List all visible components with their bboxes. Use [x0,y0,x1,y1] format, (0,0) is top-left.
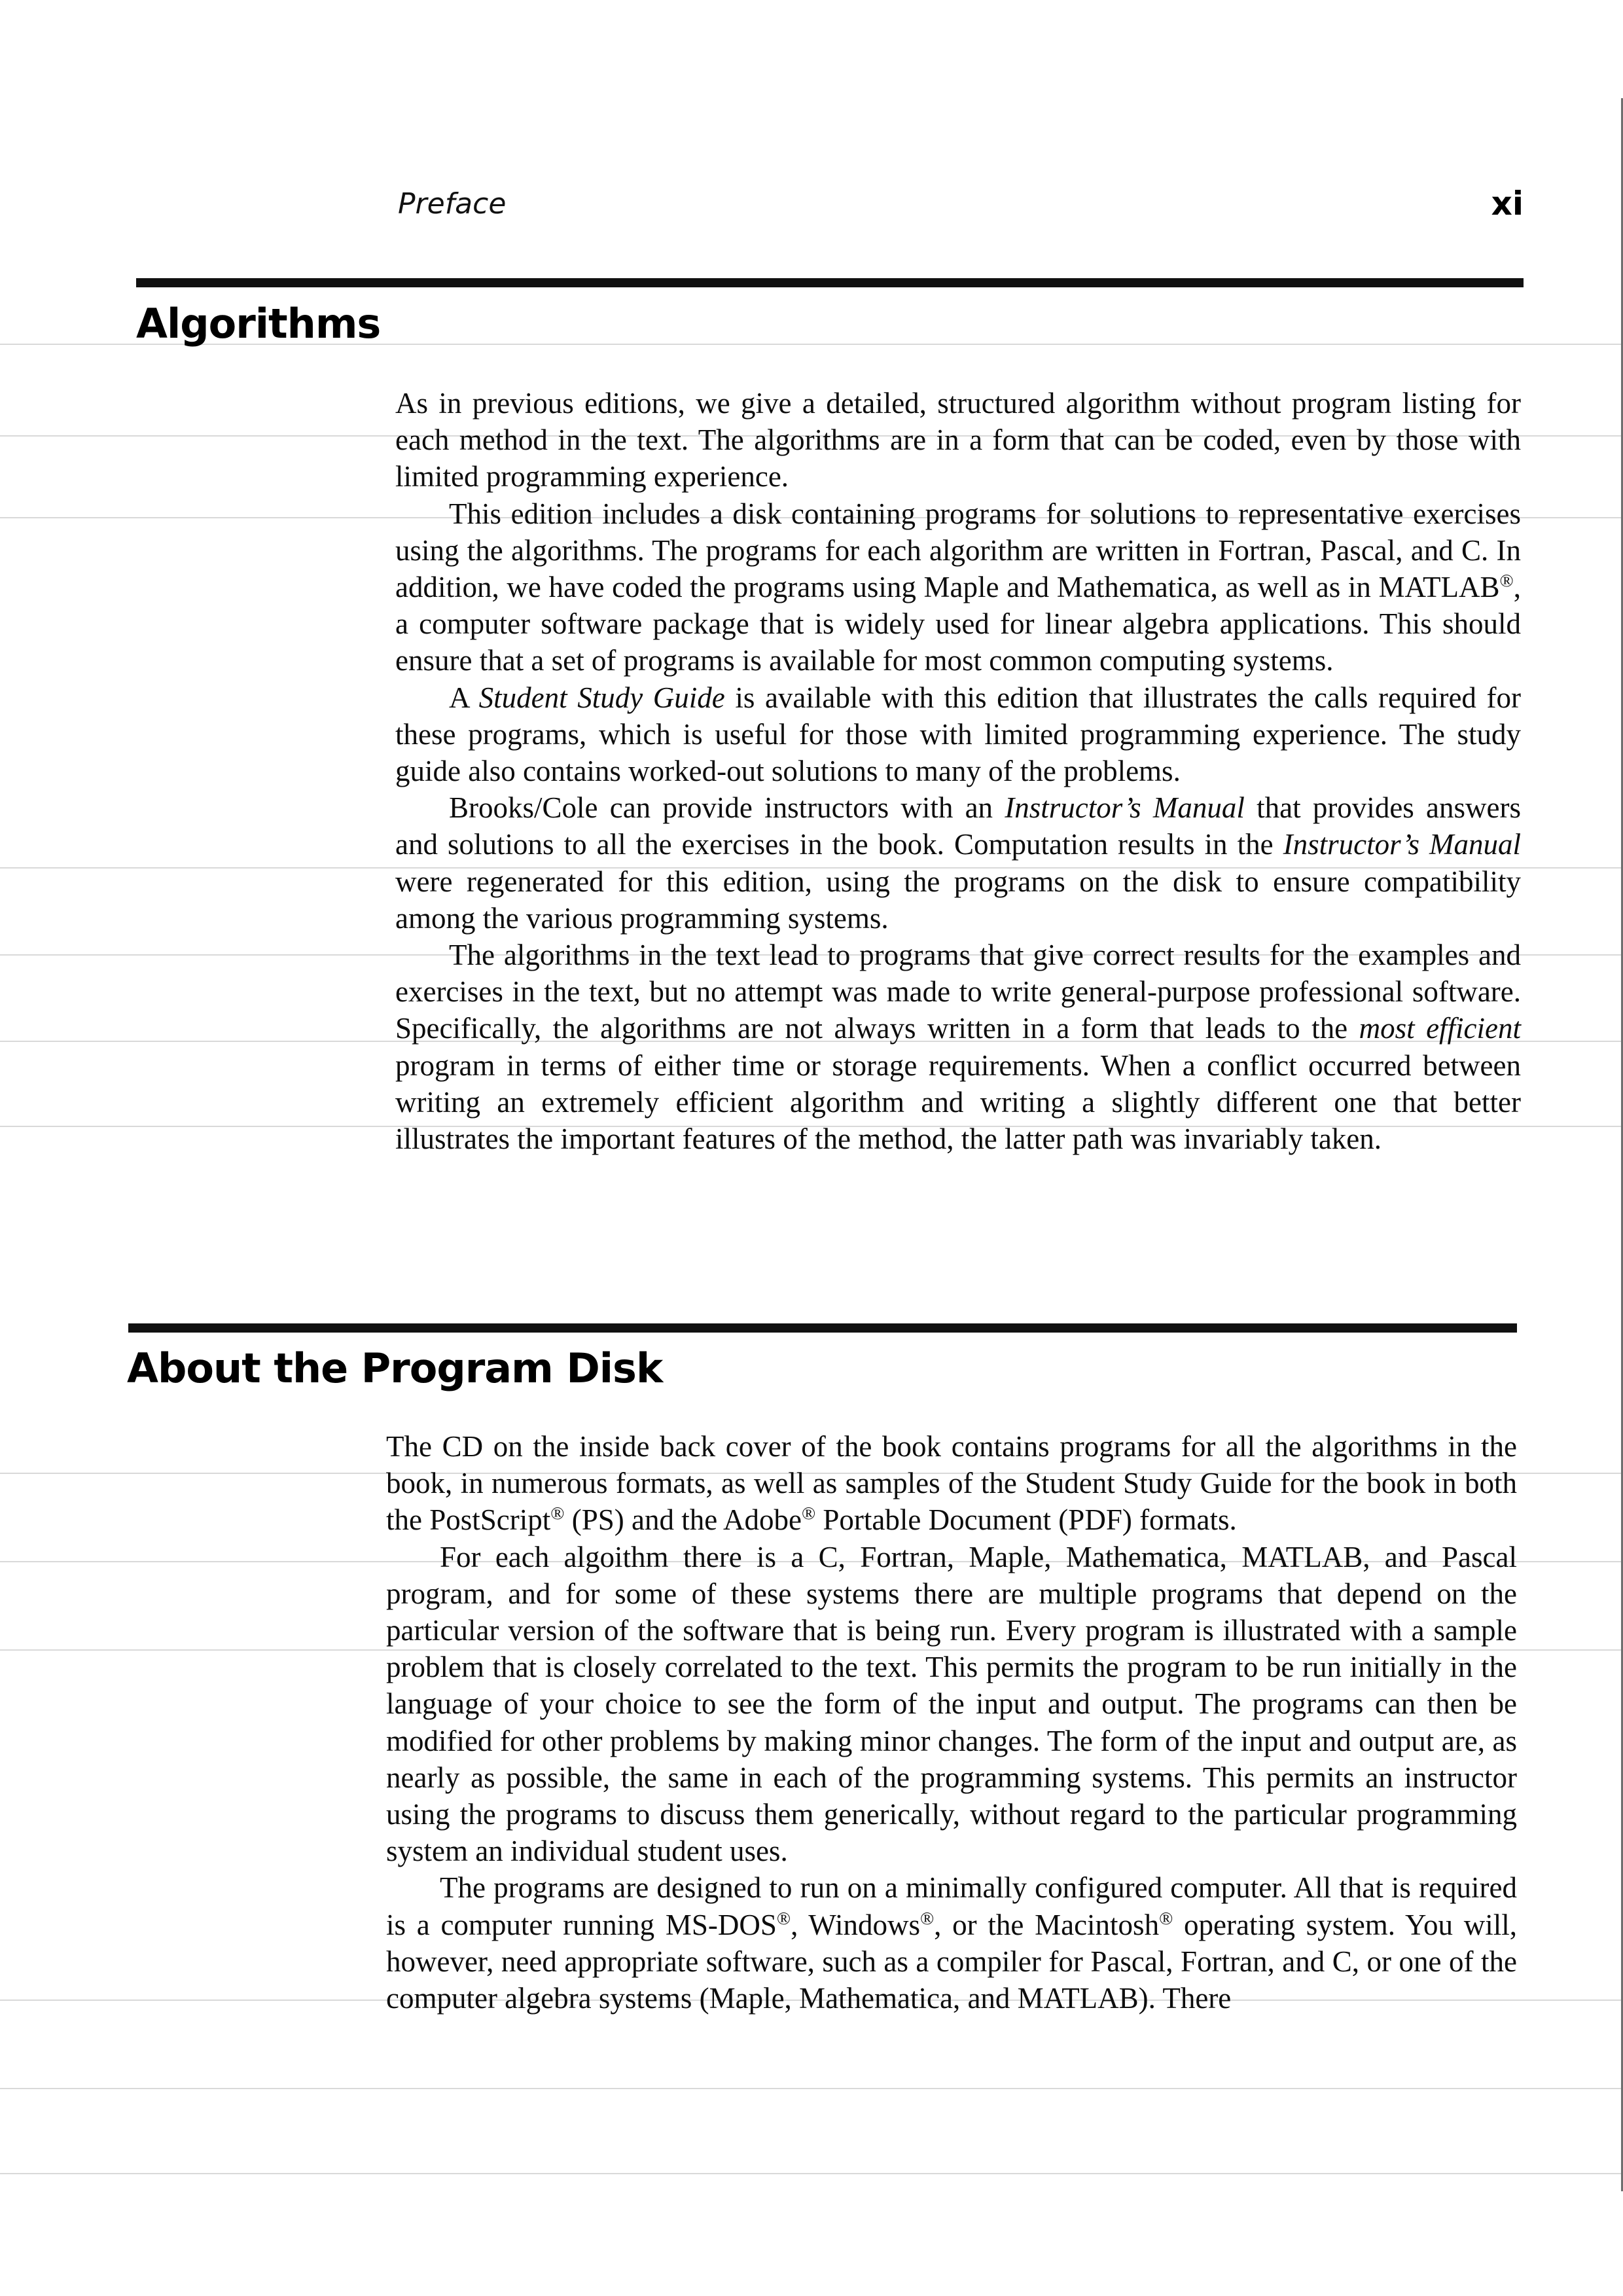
section-body-program-disk [386,1428,1517,2017]
paragraph [386,1539,1517,1870]
text-run: , a computer software package that is widely used for linear algebra applications. This should ensure that a set of programs is available for most common computing systems. [395,571,1521,677]
section-rule [136,278,1524,287]
text-run: For each algoithm there is a C, Fortran, Maple, Mathematica, MATLAB, and Pascal program, and for some of these systems there are multiple programs that depend on the particular version of the software that is being run. Every program is illustrated with a sample problem that is closely correlated to the text. This permits the program to be run initially in the language of your choice to see the form of the input and output. The programs can then be modified for other problems by making minor changes. The form of the input and output are, as nearly as possible, the same in each of the programming systems. This permits an instructor using the programs to discuss them generically, without regard to the particular programming system an individual student uses. [386,1540,1517,1868]
paragraph [386,1869,1517,2017]
running-head: Preface [398,187,507,221]
scan-artifact-line [0,2088,1623,2089]
text-run: The CD on the inside back cover of the book contains programs for all the algorithms in the book, in numerous formats, as well as samples of the Student Study Guide for the book in both the PostScript [386,1430,1517,1537]
paragraph [395,789,1521,937]
italic-text: Instructor’s Manual [1005,791,1245,825]
text-run: This edition includes a disk containing programs for solutions to representative exercises using the algorithms. The programs for each algorithm are written in Fortran, Pascal, and C. In addition, we have coded the programs using Maple and Mathematica, as well as in MATLAB [395,497,1521,604]
text-run: is available with this edition that illustrates the calls required for these programs, which is useful for those with limited programming experience. The study guide also contains worked-out solutions to many of the problems. [395,681,1521,788]
text-run: operating system. You will, however, need appropriate software, such as a compiler for Pascal, Fortran, and C, or one of the computer algebra systems (Maple, Mathematica, and MATLAB). There [386,1908,1517,2015]
italic-text: most efficient [1359,1012,1521,1045]
registered-mark: ® [919,1908,935,1929]
text-run: As in previous editions, we give a detailed, structured algorithm without program listing for each method in the text. The algorithms are in a form that can be coded, even by those with limited programming experience. [395,387,1521,493]
text-run: were regenerated for this edition, using the programs on the disk to ensure compatibility among the various programming systems. [395,865,1521,935]
italic-text: Instructor’s Manual [1283,828,1522,861]
paragraph [395,495,1521,679]
paragraph [395,679,1521,790]
scan-artifact-line [0,2173,1623,2174]
text-run: Brooks/Cole can provide instructors with an [449,791,1005,825]
section-heading-program-disk: About the Program Disk [127,1344,663,1392]
text-run: A [449,681,479,714]
text-run: The programs are designed to run on a minimally configured computer. All that is required is a computer running MS-DOS [386,1871,1517,1941]
paragraph [395,385,1521,495]
section-rule [128,1323,1517,1333]
registered-mark: ® [801,1503,816,1524]
text-run: The algorithms in the text lead to programs that give correct results for the examples and exercises in the text, but no attempt was made to write general-purpose professional software. Specifically, the algorithms are not always written in a form that leads to the [395,939,1521,1045]
text-run: program in terms of either time or storage requirements. When a conflict occurred between writing an extremely efficient algorithm and writing a slightly different one that better illustrates the important features of the method, the latter path was invariably taken. [395,1049,1521,1156]
text-run: , or the Macintosh [934,1908,1160,1941]
paragraph [386,1428,1517,1539]
registered-mark: ® [550,1503,565,1524]
page-number: xi [1491,185,1524,223]
text-run: that provides answers and solutions to all the exercises in the book. Computation results in the [395,791,1521,861]
registered-mark: ® [776,1908,791,1929]
text-run: , Windows [791,1908,920,1941]
text-run: (PS) and the Adobe [564,1503,802,1537]
text-run: Portable Document (PDF) formats. [815,1503,1237,1537]
section-heading-algorithms: Algorithms [136,300,381,348]
italic-text: Student Study Guide [478,681,725,714]
registered-mark: ® [1159,1908,1173,1929]
paragraph [395,937,1521,1157]
registered-mark: ® [1499,571,1514,592]
section-body-algorithms [395,385,1521,1157]
